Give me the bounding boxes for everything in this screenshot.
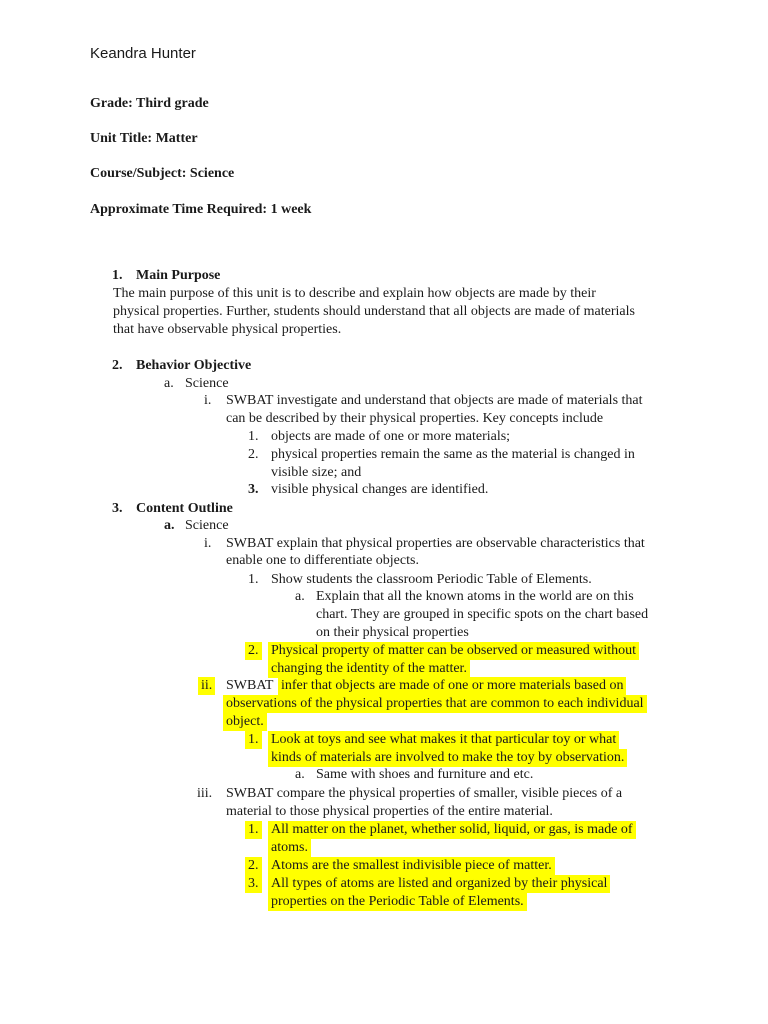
list-marker: a.	[295, 767, 305, 782]
highlighted-text: atoms.	[268, 839, 311, 857]
list-marker: i.	[204, 536, 212, 551]
list-item-text: SWBAT investigate and understand that objects are made of materials that	[226, 393, 643, 408]
highlighted-text: Physical property of matter can be observed or measured without	[268, 642, 639, 660]
list-item-text: on their physical properties	[316, 625, 469, 640]
list-item-text: SWBAT	[226, 678, 274, 693]
highlighted-text: observations of the physical properties that are common to each individual	[223, 695, 647, 713]
list-marker: ii.	[198, 677, 215, 695]
section-1-line: The main purpose of this unit is to describe and explain how objects are made by their	[113, 286, 596, 301]
section-1-number: 1.	[112, 268, 123, 283]
list-item-text: SWBAT explain that physical properties are observable characteristics that	[226, 536, 645, 551]
list-marker: a.	[164, 518, 175, 533]
list-marker: 1.	[245, 821, 262, 839]
list-marker: 3.	[245, 875, 262, 893]
list-marker: i.	[204, 393, 212, 408]
highlighted-text: All matter on the planet, whether solid, liquid, or gas, is made of	[268, 821, 636, 839]
list-item-text: visible physical changes are identified.	[271, 482, 489, 497]
list-item-text: chart. They are grouped in specific spots on the chart based	[316, 607, 649, 622]
highlighted-text: object.	[223, 713, 267, 731]
list-item-text: enable one to differentiate objects.	[226, 553, 419, 568]
highlighted-text: Atoms are the smallest indivisible piece of matter.	[268, 857, 555, 875]
highlighted-text: kinds of materials are involved to make the toy by observation.	[268, 749, 627, 767]
section-1-line: that have observable physical properties.	[113, 322, 342, 337]
section-1-line: physical properties. Further, students should understand that all objects are made of materials	[113, 304, 635, 319]
list-item-text: Same with shoes and furniture and etc.	[316, 767, 534, 782]
highlighted-text: properties on the Periodic Table of Elements.	[268, 893, 527, 911]
list-marker: 2.	[245, 857, 262, 875]
time-field: Approximate Time Required: 1 week	[90, 202, 312, 217]
list-marker: 3.	[248, 482, 259, 497]
list-item-text: Explain that all the known atoms in the world are on this	[316, 589, 634, 604]
section-3-number: 3.	[112, 501, 123, 516]
highlighted-text: All types of atoms are listed and organized by their physical	[268, 875, 610, 893]
highlighted-text: infer that objects are made of one or more materials based on	[278, 677, 626, 695]
list-marker: 2.	[248, 447, 259, 462]
list-item-text: Show students the classroom Periodic Table of Elements.	[271, 572, 592, 587]
list-item-text: visible size; and	[271, 465, 362, 480]
grade-field: Grade: Third grade	[90, 96, 209, 111]
section-1-title: Main Purpose	[136, 268, 221, 283]
list-item-text: SWBAT compare the physical properties of smaller, visible pieces of a	[226, 786, 623, 801]
course-field: Course/Subject: Science	[90, 166, 235, 181]
highlighted-text: changing the identity of the matter.	[268, 660, 470, 678]
list-item-text: objects are made of one or more materials;	[271, 429, 511, 444]
list-item-text: material to those physical properties of the entire material.	[226, 804, 553, 819]
unit-title-field: Unit Title: Matter	[90, 131, 198, 146]
list-marker: 2.	[245, 642, 262, 660]
list-marker: 1.	[245, 731, 262, 749]
section-2-title: Behavior Objective	[136, 358, 252, 373]
list-marker: 1.	[248, 572, 259, 587]
section-3-title: Content Outline	[136, 501, 233, 516]
list-item-text: can be described by their physical properties. Key concepts include	[226, 411, 604, 426]
list-item-text: physical properties remain the same as the material is changed in	[271, 447, 635, 462]
list-marker: a.	[164, 376, 174, 391]
list-marker: iii.	[197, 786, 213, 801]
highlighted-text: Look at toys and see what makes it that particular toy or what	[268, 731, 619, 749]
list-marker: 1.	[248, 429, 259, 444]
list-item-text: Science	[185, 518, 229, 533]
list-marker: a.	[295, 589, 305, 604]
author-name: Keandra Hunter	[90, 45, 196, 62]
section-2-number: 2.	[112, 358, 123, 373]
list-item-text: Science	[185, 376, 229, 391]
